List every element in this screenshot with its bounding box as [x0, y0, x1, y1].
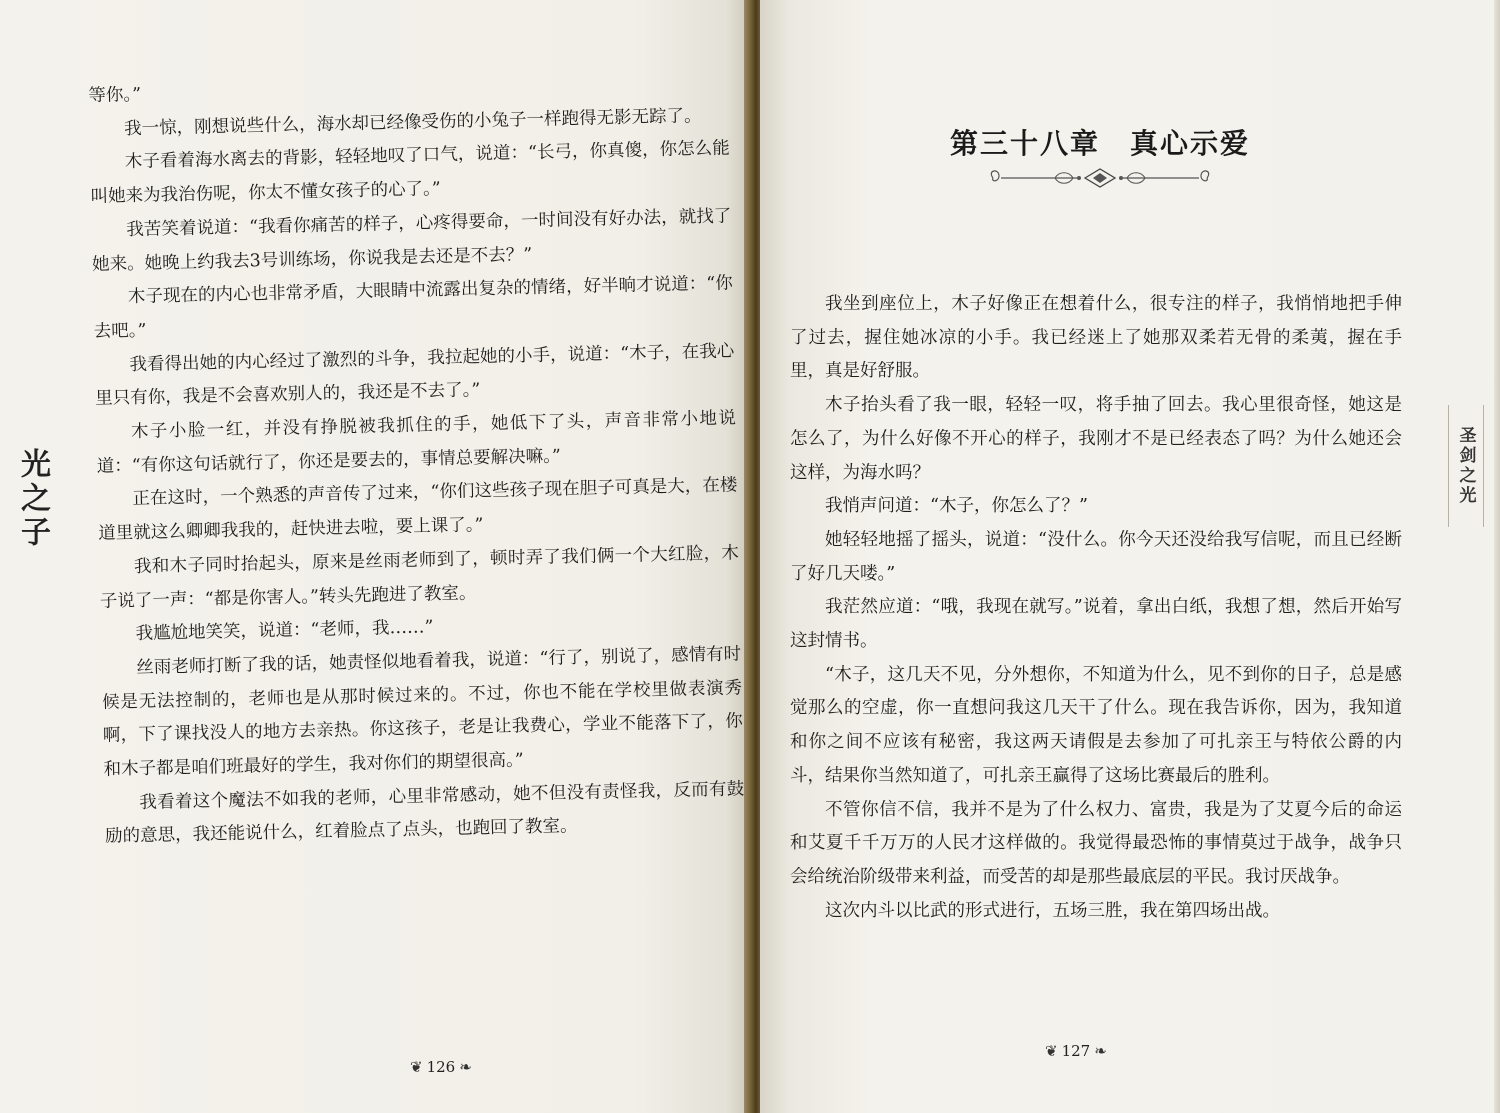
right-page-number: [1045, 1042, 1107, 1060]
page-ornament-icon: ❦: [1045, 1042, 1058, 1060]
right-side-title: 圣剑之光: [1455, 426, 1476, 506]
left-page-text: [88, 65, 745, 854]
right-paragraph: 我坐到座位上，木子好像正在想着什么，很专注的样子，我悄悄地把手伸了过去，握住她冰凉的小手。我已经迷上了她那双柔若无骨的柔荑，握在手里，真是好舒服。: [790, 294, 1402, 382]
left-page-number-text: 126: [426, 1058, 456, 1076]
left-paragraph: 木子现在的内心也非常矛盾，大眼睛中流露出复杂的情绪，好半晌才说道：“你去吧。”: [93, 273, 734, 342]
left-paragraph: 我一惊，刚想说些什么，海水却已经像受伤的小兔子一样跑得无影无踪了。: [123, 105, 702, 139]
left-paragraph: 我看着这个魔法不如我的老师，心里非常感动，她不但没有责怪我，反而有鼓励的意思，我还能说什么，红着脸点了点头，也跑回了教室。: [104, 779, 745, 848]
left-paragraph: 木子小脸一红，并没有挣脱被我抓住的手，她低下了头，声音非常小地说道：“有你这句话就行了，你还是要去的，事情总要解决嘛。”: [96, 408, 737, 477]
right-paragraph: 我茫然应道：“哦，我现在就写。”说着，拿出白纸，我想了想，然后开始写这封情书。: [790, 597, 1402, 652]
chapter-title: 第三十八章 真心示爱: [949, 127, 1250, 160]
page-ornament-icon: ❧: [1094, 1042, 1107, 1060]
left-paragraph: 正在这时，一个熟悉的声音传了过来，“你们这些孩子现在胆子可真是大，在楼道里就这么卿卿我我的，赶快进去啦，要上课了。”: [98, 475, 738, 545]
left-side-title: 光之子: [15, 448, 50, 550]
right-paragraph: 她轻轻地摇了摇头，说道：“没什么。你今天还没给我写信呢，而且已经断了好几天喽。”: [790, 529, 1402, 584]
right-paragraph: 不管你信不信，我并不是为了什么权力、富贵，我是为了艾夏今后的命运和艾夏千千万万的人民才这样做的。我觉得最恐怖的事情莫过于战争，战争只会给统治阶级带来利益，而受苦的却是那些最底层的平民。我讨厌战争。: [790, 799, 1402, 887]
left-paragraph: 我和木子同时抬起头，原来是丝雨老师到了，顿时弄了我们俩一个大红脸，木子说了一声：“都是你害人。”转头先跑进了教室。: [99, 543, 740, 612]
left-paragraph: 我看得出她的内心经过了激烈的斗争，我拉起她的小手，说道：“木子，在我心里只有你，我是不会喜欢别人的，我还是不去了。”: [95, 341, 735, 410]
page-ornament-icon: ❧: [459, 1058, 472, 1076]
left-page: [0, 0, 748, 1113]
right-paragraph: 木子抬头看了我一眼，轻轻一叹，将手抽了回去。我心里很奇怪，她这是怎么了，为什么好像不开心的样子，我刚才不是已经表态了吗？为什么她还会这样，为海水吗？: [790, 395, 1402, 483]
left-paragraph: 木子看着海水离去的背影，轻轻地叹了口气，说道：“长弓，你真傻，你怎么能叫她来为我治伤呢，你太不懂女孩子的心了。”: [90, 138, 730, 208]
right-side-title-box: [1448, 405, 1484, 527]
left-paragraph: 我苦笑着说道：“我看你痛苦的样子，心疼得要命，一时间没有好办法，就找了她来。她晚上约我去3号训练场，你说我是去还是不去？”: [91, 206, 732, 275]
page-edge: [1494, 0, 1500, 1113]
right-paragraph: “木子，这几天不见，分外想你，不知道为什么，见不到你的日子，总是感觉那么的空虚，你一直想问我这几天干了什么。现在我告诉你，因为，我知道和你之间不应该有秘密，我这两天请假是去参加了可扎亲王与特依公爵的内斗，结果你当然知道了，可扎亲王赢得了这场比赛最后的胜利。: [790, 664, 1402, 786]
right-page-number-text: 127: [1061, 1042, 1091, 1060]
right-paragraph: 我悄声问道：“木子，你怎么了？”: [825, 496, 1088, 517]
left-paragraph: 等你。”: [88, 84, 142, 106]
left-paragraph: 丝雨老师打断了我的话，她责怪似地看着我，说道：“行了，别说了，感情有时候是无法控制的，老师也是从那时候过来的。不过，你也不能在学校里做表演秀啊，下了课找没人的地方去亲热。你这孩子，老是让我费心，学业不能落下了，你和木子都是咱们班最好的学生，我对你们的期望很高。”: [101, 644, 743, 780]
right-page-text: [790, 288, 1402, 928]
left-page-number: [410, 1058, 472, 1076]
page-ornament-icon: ❦: [410, 1058, 423, 1076]
right-paragraph: 这次内斗以比武的形式进行，五场三胜，我在第四场出战。: [825, 900, 1280, 921]
chapter-ornament-icon: [985, 166, 1215, 190]
left-paragraph: 我尴尬地笑笑，说道：“老师，我……”: [135, 617, 434, 645]
